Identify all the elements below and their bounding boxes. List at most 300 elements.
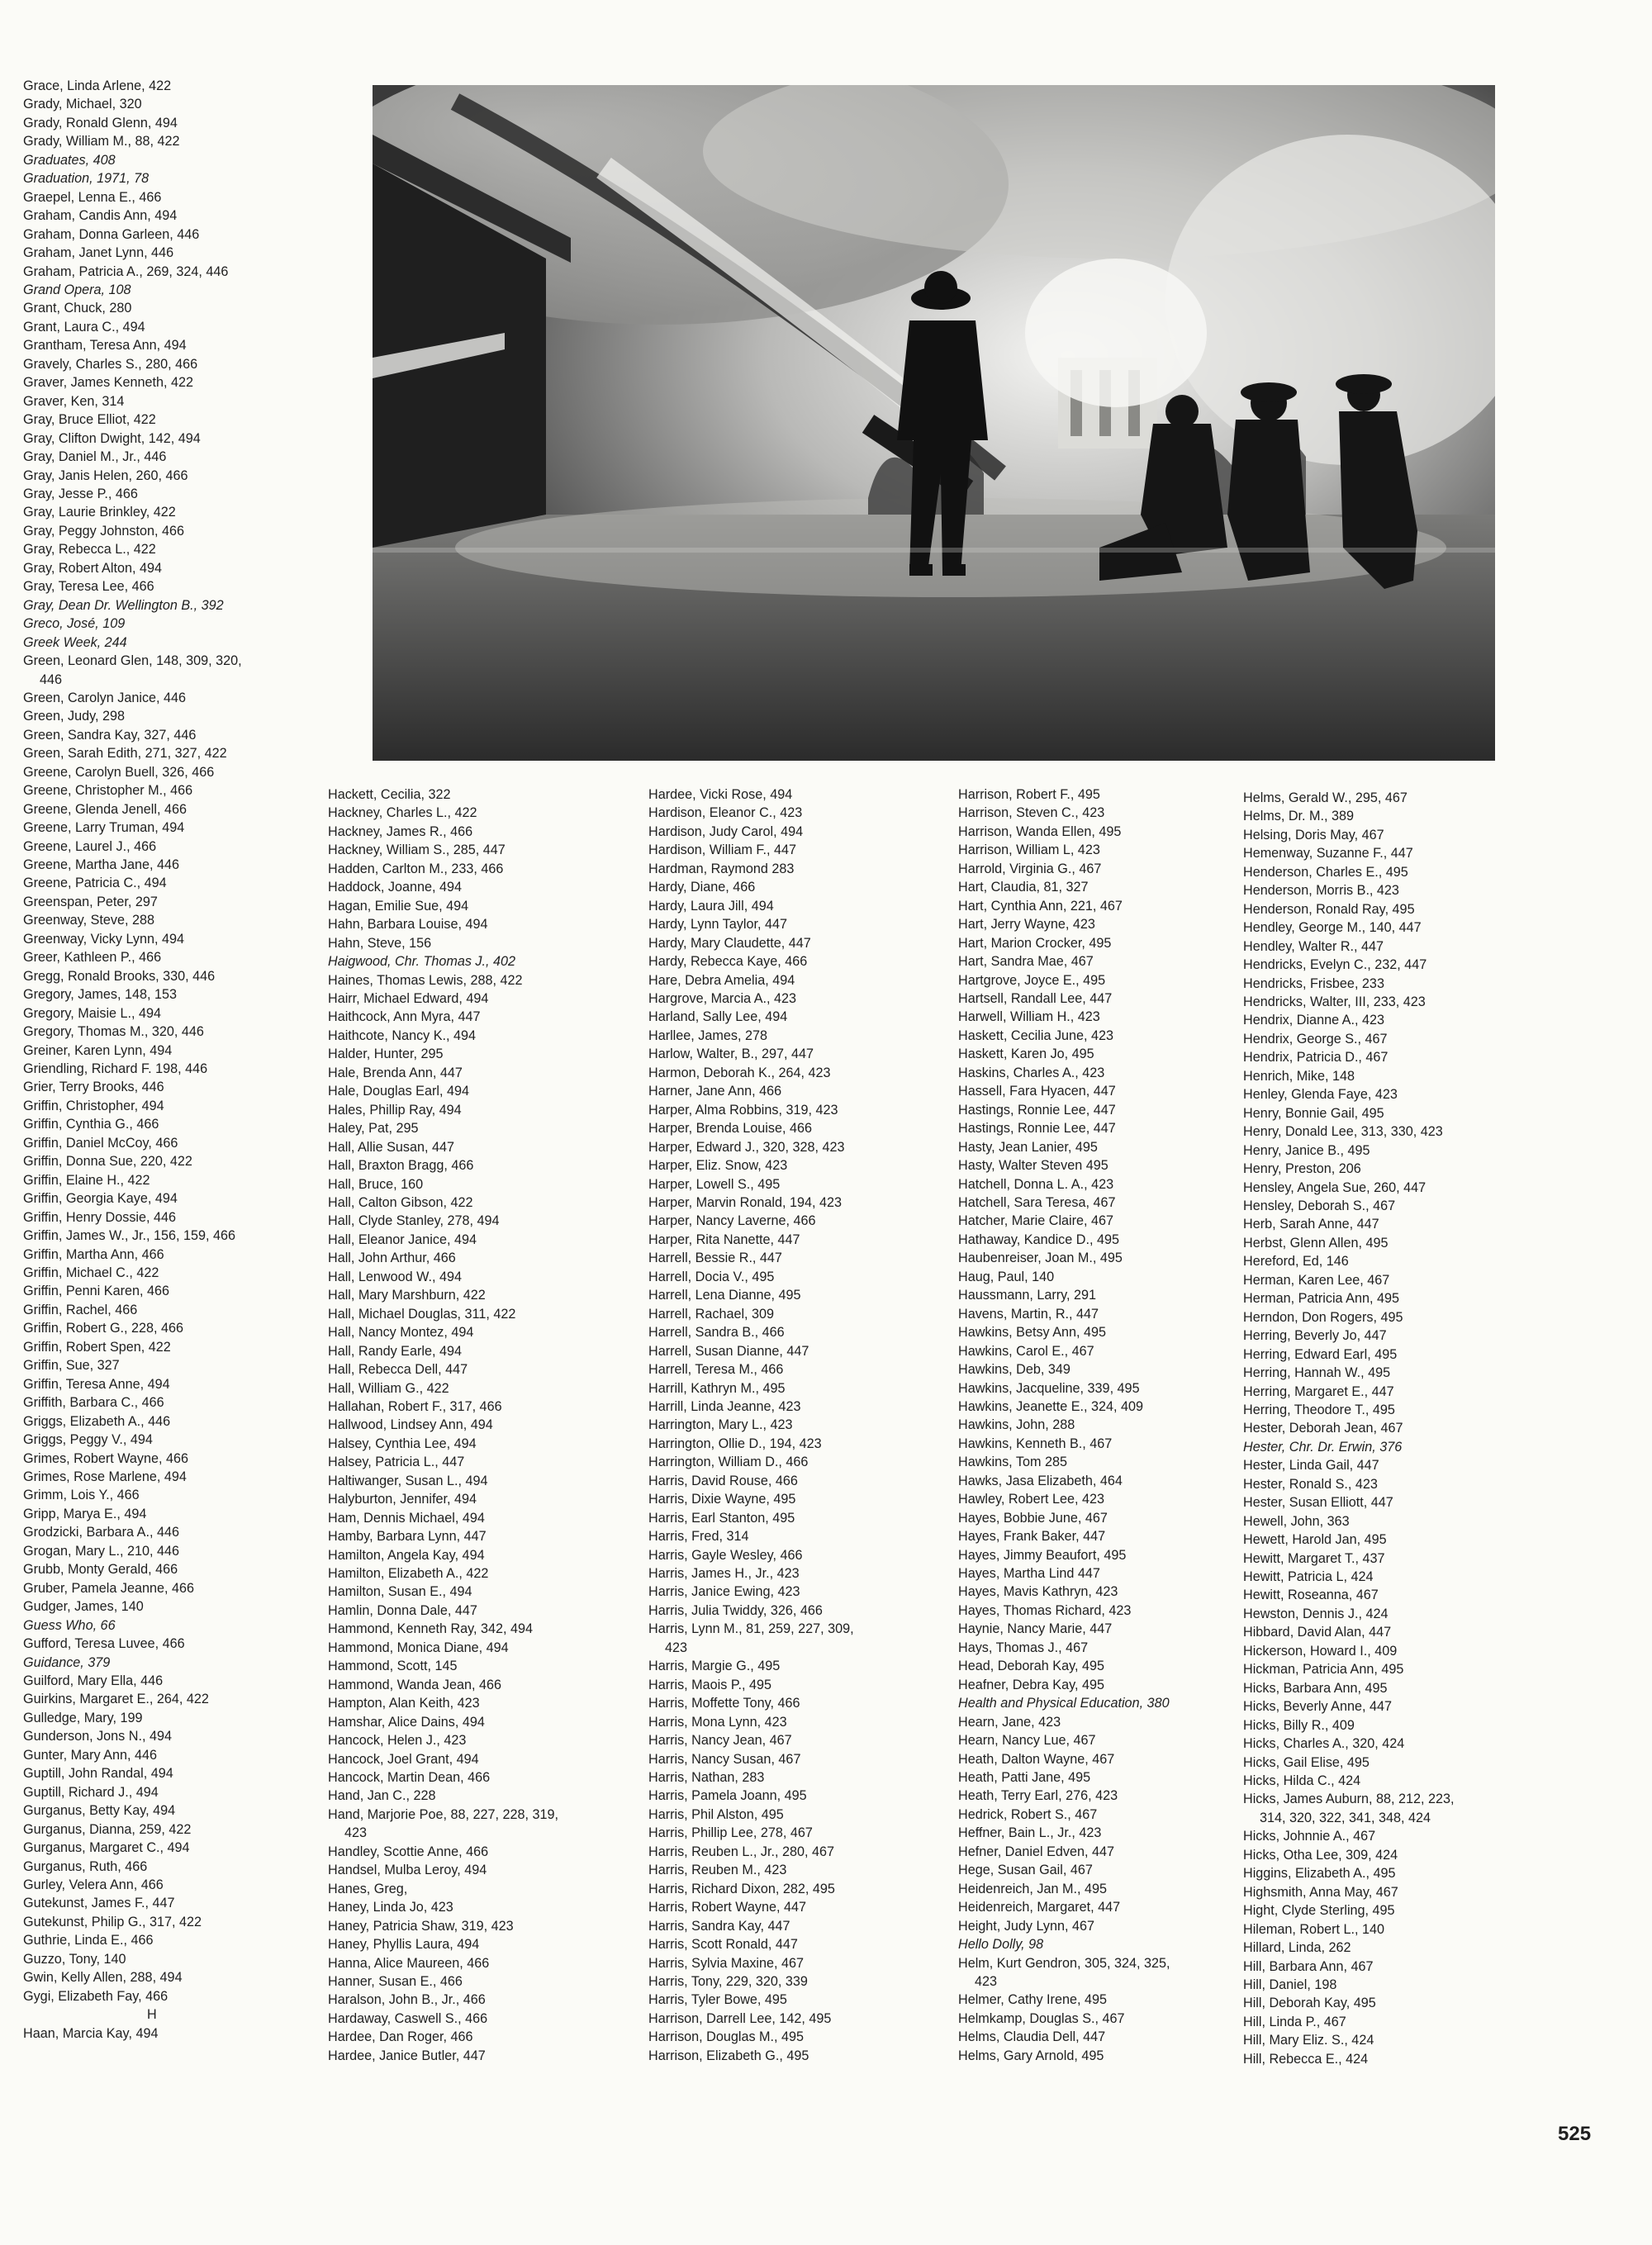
index-entry: Henry, Preston, 206 — [1243, 1161, 1361, 1177]
index-entry: Greek Week, 244 — [23, 634, 127, 650]
index-entry: Hawkins, Jeanette E., 324, 409 — [958, 1398, 1144, 1414]
index-entry: Hartsell, Randall Lee, 447 — [958, 990, 1113, 1006]
index-entry: Harrell, Docia V., 495 — [648, 1269, 775, 1284]
index-entry: Hewitt, Patricia L, 424 — [1243, 1569, 1374, 1585]
index-entry: Greene, Glenda Jenell, 466 — [23, 801, 187, 817]
index-entry: Haithcote, Nancy K., 494 — [328, 1028, 477, 1043]
index-entry: Harris, Phil Alston, 495 — [648, 1806, 784, 1822]
index-entry: Helmkamp, Douglas S., 467 — [958, 2010, 1125, 2026]
index-entry: Hardison, Judy Carol, 494 — [648, 823, 804, 839]
index-entry: Hicks, Johnnie A., 467 — [1243, 1829, 1376, 1844]
index-entry: Harrill, Linda Jeanne, 423 — [648, 1398, 801, 1414]
index-entry: Hart, Marion Crocker, 495 — [958, 935, 1112, 951]
index-entry: Graham, Janet Lynn, 446 — [23, 245, 174, 261]
index-entry: Hill, Daniel, 198 — [1243, 1977, 1337, 1992]
index-entry: Hand, Jan C., 228 — [328, 1788, 436, 1804]
index-entry: Hastings, Ronnie Lee, 447 — [958, 1102, 1116, 1118]
index-entry: Grimes, Rose Marlene, 494 — [23, 1469, 187, 1484]
index-entry: Griggs, Elizabeth A., 446 — [23, 1413, 171, 1429]
index-entry: Hedrick, Robert S., 467 — [958, 1806, 1098, 1822]
index-entry: Guess Who, 66 — [23, 1617, 116, 1633]
index-entry: Hayes, Bobbie June, 467 — [958, 1510, 1108, 1526]
index-entry: Gray, Robert Alton, 494 — [23, 560, 162, 576]
index-entry: Hasty, Jean Lanier, 495 — [958, 1139, 1098, 1155]
index-entry: Hardee, Dan Roger, 466 — [328, 2029, 473, 2045]
index-entry: Hendricks, Walter, III, 233, 423 — [1243, 994, 1426, 1009]
index-entry: Greenway, Vicky Lynn, 494 — [23, 931, 184, 947]
index-entry: Heath, Patti Jane, 495 — [958, 1770, 1091, 1786]
index-entry: Guthrie, Linda E., 466 — [23, 1933, 154, 1948]
index-entry: Harper, Rita Nanette, 447 — [648, 1232, 800, 1247]
index-entry: Hayes, Thomas Richard, 423 — [958, 1602, 1132, 1618]
index-entry: Harrison, Steven C., 423 — [958, 805, 1105, 821]
index-entry: Gutekunst, Philip G., 317, 422 — [23, 1914, 202, 1929]
index-entry: Heidenreich, Jan M., 495 — [958, 1881, 1107, 1896]
index-entry: Hello Dolly, 98 — [958, 1937, 1044, 1953]
index-entry: Haralson, John B., Jr., 466 — [328, 1992, 486, 2008]
index-entry: Gufford, Teresa Luvee, 466 — [23, 1636, 185, 1652]
index-entry: Hart, Claudia, 81, 327 — [958, 880, 1089, 895]
index-entry: Harris, Margie G., 495 — [648, 1659, 781, 1674]
index-entry: Harrill, Kathryn M., 495 — [648, 1380, 786, 1396]
index-entry: Greene, Larry Truman, 494 — [23, 820, 185, 836]
index-entry: Hammond, Kenneth Ray, 342, 494 — [328, 1621, 534, 1637]
index-entry: Hahn, Barbara Louise, 494 — [328, 917, 488, 933]
index-entry: Hefner, Daniel Edven, 447 — [958, 1844, 1114, 1859]
index-entry: Hester, Linda Gail, 447 — [1243, 1458, 1379, 1474]
index-entry: Handsel, Mulba Leroy, 494 — [328, 1863, 487, 1878]
index-entry: Hardy, Laura Jill, 494 — [648, 898, 774, 914]
index-entry: Gray, Rebecca L., 422 — [23, 542, 156, 558]
index-entry: Graver, Ken, 314 — [23, 393, 125, 409]
index-column-5 — [1243, 789, 1455, 2068]
index-entry: Greene, Carolyn Buell, 326, 466 — [23, 764, 215, 780]
index-entry: Graham, Candis Ann, 494 — [23, 208, 178, 224]
index-entry: Griffin, Cynthia G., 466 — [23, 1117, 159, 1132]
index-entry: Grodzicki, Barbara A., 446 — [23, 1525, 179, 1540]
index-entry: Grady, Ronald Glenn, 494 — [23, 115, 178, 131]
index-entry: Hastings, Ronnie Lee, 447 — [958, 1121, 1116, 1137]
index-entry: Hawkins, Deb, 349 — [958, 1362, 1070, 1378]
index-entry: Gwin, Kelly Allen, 288, 494 — [23, 1970, 183, 1986]
index-entry: Henderson, Charles E., 495 — [1243, 864, 1408, 880]
index-entry: Halsey, Cynthia Lee, 494 — [328, 1436, 477, 1451]
index-entry: Haltiwanger, Susan L., 494 — [328, 1473, 488, 1488]
index-entry: Hallahan, Robert F., 317, 466 — [328, 1398, 502, 1414]
index-entry: Higgins, Elizabeth A., 495 — [1243, 1866, 1396, 1882]
index-entry: Hale, Douglas Earl, 494 — [328, 1084, 469, 1099]
index-entry: Hays, Thomas J., 467 — [958, 1640, 1089, 1655]
index-entry: Hewitt, Roseanna, 467 — [1243, 1588, 1379, 1603]
index-entry: Hall, Rebecca Dell, 447 — [328, 1362, 468, 1378]
index-entry: Hawkins, John, 288 — [958, 1417, 1075, 1433]
index-entry: Hawkins, Kenneth B., 467 — [958, 1436, 1113, 1451]
index-entry: Hege, Susan Gail, 467 — [958, 1863, 1093, 1878]
index-entry: Helms, Gary Arnold, 495 — [958, 2048, 1104, 2063]
index-entry: Griffin, Georgia Kaye, 494 — [23, 1191, 178, 1207]
index-entry: Hendrix, Dianne A., 423 — [1243, 1013, 1384, 1028]
index-entry: Haubenreiser, Joan M., 495 — [958, 1251, 1123, 1266]
index-entry: Harrison, Wanda Ellen, 495 — [958, 823, 1122, 839]
index-entry: Hickman, Patricia Ann, 495 — [1243, 1662, 1404, 1678]
index-entry: Guzzo, Tony, 140 — [23, 1951, 126, 1967]
index-entry: Hardaway, Caswell S., 466 — [328, 2010, 488, 2026]
index-entry: Grand Opera, 108 — [23, 282, 131, 297]
index-entry: Hardy, Mary Claudette, 447 — [648, 935, 811, 951]
index-entry: Health and Physical Education, 380 — [958, 1696, 1170, 1711]
index-entry: Hicks, Otha Lee, 309, 424 — [1243, 1847, 1398, 1863]
index-entry: Griffin, Teresa Anne, 494 — [23, 1376, 170, 1392]
index-entry: Harris, Maois P., 495 — [648, 1677, 772, 1692]
index-entry: Hewitt, Margaret T., 437 — [1243, 1550, 1385, 1566]
index-entry: Hatchell, Sara Teresa, 467 — [958, 1194, 1116, 1210]
index-entry: Hatchell, Donna L. A., 423 — [958, 1176, 1114, 1192]
index-entry: Green, Sandra Kay, 327, 446 — [23, 727, 197, 743]
index-entry: Gravely, Charles S., 280, 466 — [23, 356, 198, 372]
index-entry: Grubb, Monty Gerald, 466 — [23, 1562, 178, 1578]
index-entry: Halsey, Patricia L., 447 — [328, 1455, 465, 1470]
index-entry: Grimes, Robert Wayne, 466 — [23, 1450, 189, 1466]
index-entry: Gray, Clifton Dwight, 142, 494 — [23, 430, 201, 446]
index-entry: Greenway, Steve, 288 — [23, 913, 154, 928]
index-entry: Hill, Linda P., 467 — [1243, 2014, 1346, 2029]
index-entry: Herring, Hannah W., 495 — [1243, 1365, 1391, 1381]
index-entry: Harris, Tyler Bowe, 495 — [648, 1992, 787, 2008]
index-entry: Hargrove, Marcia A., 423 — [648, 990, 797, 1006]
index-entry: Heath, Terry Earl, 276, 423 — [958, 1788, 1118, 1804]
index-entry: Hare, Debra Amelia, 494 — [648, 972, 795, 988]
index-entry: Hamilton, Susan E., 494 — [328, 1584, 472, 1600]
index-entry: Green, Leonard Glen, 148, 309, 320, — [23, 653, 242, 669]
index-entry: Helmer, Cathy Irene, 495 — [958, 1992, 1107, 2008]
index-entry: Hardman, Raymond 283 — [648, 861, 795, 876]
index-entry: Gregory, James, 148, 153 — [23, 987, 177, 1003]
index-entry: Hand, Marjorie Poe, 88, 227, 228, 319, — [328, 1806, 558, 1822]
index-entry: Hall, Bruce, 160 — [328, 1176, 424, 1192]
index-entry: Hart, Jerry Wayne, 423 — [958, 917, 1095, 933]
index-entry: Gurley, Velera Ann, 466 — [23, 1877, 164, 1892]
index-entry: Harris, David Rouse, 466 — [648, 1473, 798, 1488]
index-entry: Hardy, Lynn Taylor, 447 — [648, 917, 787, 933]
index-entry: Hall, Mary Marshburn, 422 — [328, 1288, 486, 1303]
index-entry: Harris, Gayle Wesley, 466 — [648, 1547, 803, 1563]
index-entry: Guptill, Richard J., 494 — [23, 1784, 159, 1800]
index-entry: Hibbard, David Alan, 447 — [1243, 1625, 1392, 1640]
index-entry: Harland, Sally Lee, 494 — [648, 1009, 788, 1025]
index-entry: Harris, Mona Lynn, 423 — [648, 1714, 787, 1730]
index-entry: Hart, Sandra Mae, 467 — [958, 954, 1094, 970]
index-entry: Hall, John Arthur, 466 — [328, 1251, 456, 1266]
index-entry: Hanner, Susan E., 466 — [328, 1974, 463, 1989]
index-entry: Hall, Michael Douglas, 311, 422 — [328, 1306, 516, 1322]
index-entry: Height, Judy Lynn, 467 — [958, 1918, 1094, 1934]
index-entry: Harrington, William D., 466 — [648, 1455, 809, 1470]
index-entry: Hasty, Walter Steven 495 — [958, 1158, 1108, 1174]
index-entry: Harlow, Walter, B., 297, 447 — [648, 1047, 814, 1062]
index-entry: Gray, Laurie Brinkley, 422 — [23, 505, 176, 520]
index-entry: Hamby, Barbara Lynn, 447 — [328, 1529, 487, 1545]
index-entry: Harrell, Lena Dianne, 495 — [648, 1288, 801, 1303]
index-entry: Griffin, Michael C., 422 — [23, 1265, 159, 1280]
index-entry: Hanes, Greg, — [328, 1881, 408, 1896]
index-entry: Haskett, Karen Jo, 495 — [958, 1047, 1094, 1062]
index-entry: Hester, Chr. Dr. Erwin, 376 — [1243, 1439, 1403, 1455]
index-entry: Gurganus, Margaret C., 494 — [23, 1840, 190, 1856]
index-entry: Harris, Reuben M., 423 — [648, 1863, 787, 1878]
index-entry: Greene, Laurel J., 466 — [23, 838, 157, 854]
index-entry: Halyburton, Jennifer, 494 — [328, 1492, 477, 1507]
index-entry: Hathaway, Kandice D., 495 — [958, 1232, 1119, 1247]
index-entry: Harris, Lynn M., 81, 259, 227, 309, — [648, 1621, 854, 1637]
index-entry: Henry, Bonnie Gail, 495 — [1243, 1105, 1384, 1121]
index-entry: Harris, Nancy Jean, 467 — [648, 1733, 792, 1749]
index-entry: Hicks, James Auburn, 88, 212, 223, — [1243, 1792, 1455, 1807]
index-entry: Herndon, Don Rogers, 495 — [1243, 1309, 1403, 1325]
index-entry: Hackett, Cecilia, 322 — [328, 787, 451, 802]
index-entry: Head, Deborah Kay, 495 — [958, 1659, 1104, 1674]
index-entry: Herring, Beverly Jo, 447 — [1243, 1328, 1387, 1344]
index-entry: Helsing, Doris May, 467 — [1243, 827, 1384, 842]
index-entry: Hardison, Eleanor C., 423 — [648, 805, 803, 821]
index-entry: Grantham, Teresa Ann, 494 — [23, 338, 187, 354]
index-entry: Hensley, Deborah S., 467 — [1243, 1198, 1396, 1213]
index-entry: Griggs, Peggy V., 494 — [23, 1432, 153, 1448]
index-entry: Herb, Sarah Anne, 447 — [1243, 1217, 1379, 1232]
index-entry: Hensley, Angela Sue, 260, 447 — [1243, 1179, 1427, 1195]
index-entry: Hagan, Emilie Sue, 494 — [328, 898, 469, 914]
index-entry: Grier, Terry Brooks, 446 — [23, 1080, 164, 1095]
index-entry: Hartgrove, Joyce E., 495 — [958, 972, 1106, 988]
index-entry: Griffin, Martha Ann, 466 — [23, 1246, 164, 1262]
index-entry: Gray, Peggy Johnston, 466 — [23, 523, 184, 539]
index-entry: Henrich, Mike, 148 — [1243, 1068, 1355, 1084]
index-entry: Harrell, Rachael, 309 — [648, 1306, 775, 1322]
index-entry: Gregory, Maisie L., 494 — [23, 1005, 162, 1021]
index-entry: Griffin, Henry Dossie, 446 — [23, 1209, 177, 1225]
index-entry: Guilford, Mary Ella, 446 — [23, 1673, 164, 1688]
index-entry: Green, Sarah Edith, 271, 327, 422 — [23, 746, 227, 762]
index-entry: Harris, Sandra Kay, 447 — [648, 1918, 790, 1934]
index-entry: Hillard, Linda, 262 — [1243, 1940, 1351, 1956]
index-column-3 — [648, 786, 854, 2065]
index-entry: Grace, Linda Arlene, 422 — [23, 78, 172, 93]
index-entry: Griffin, Elaine H., 422 — [23, 1172, 150, 1188]
index-entry: Hayes, Martha Lind 447 — [958, 1566, 1100, 1582]
index-entry: Hill, Barbara Ann, 467 — [1243, 1958, 1374, 1974]
index-entry: Hereford, Ed, 146 — [1243, 1254, 1349, 1270]
index-entry: Gulledge, Mary, 199 — [23, 1710, 143, 1725]
section-letter: H — [147, 2007, 157, 2023]
index-entry: Gray, Dean Dr. Wellington B., 392 — [23, 597, 224, 613]
index-entry: Hart, Cynthia Ann, 221, 467 — [958, 898, 1123, 914]
index-entry: Griffin, James W., Jr., 156, 159, 466 — [23, 1228, 236, 1244]
index-entry: Hancock, Joel Grant, 494 — [328, 1751, 479, 1767]
index-entry: Havens, Martin, R., 447 — [958, 1306, 1099, 1322]
index-entry: Helms, Claudia Dell, 447 — [958, 2029, 1106, 2045]
index-entry: Grady, Michael, 320 — [23, 97, 142, 112]
index-entry: Highsmith, Anna May, 467 — [1243, 1884, 1398, 1900]
index-entry: Gray, Bruce Elliot, 422 — [23, 412, 156, 428]
index-entry: Haan, Marcia Kay, 494 — [23, 2025, 159, 2041]
index-entry: Helms, Gerald W., 295, 467 — [1243, 790, 1408, 805]
index-entry: Haigwood, Chr. Thomas J., 402 — [328, 954, 516, 970]
index-entry: Hewell, John, 363 — [1243, 1513, 1350, 1529]
index-entry: Henley, Glenda Faye, 423 — [1243, 1087, 1398, 1103]
index-entry: Harrison, Douglas M., 495 — [648, 2029, 805, 2045]
index-entry: Gregory, Thomas M., 320, 446 — [23, 1024, 204, 1040]
index-entry: Hall, Allie Susan, 447 — [328, 1139, 454, 1155]
index-entry: Hawkins, Tom 285 — [958, 1455, 1067, 1470]
index-entry: Harllee, James, 278 — [648, 1028, 767, 1043]
index-entry: Hackney, James R., 466 — [328, 823, 473, 839]
index-entry: Gray, Teresa Lee, 466 — [23, 579, 154, 595]
index-entry: Henry, Donald Lee, 313, 330, 423 — [1243, 1124, 1443, 1140]
index-entry: Hicks, Beverly Anne, 447 — [1243, 1699, 1392, 1715]
index-column-2 — [328, 786, 558, 2065]
index-entry: Griffin, Rachel, 466 — [23, 1302, 138, 1317]
index-entry: Gutekunst, James F., 447 — [23, 1896, 175, 1911]
index-entry: Hawkins, Carol E., 467 — [958, 1343, 1094, 1359]
index-entry: Hendricks, Frisbee, 233 — [1243, 975, 1384, 991]
index-entry-continuation: 446 — [40, 672, 63, 687]
index-entry: Gurganus, Betty Kay, 494 — [23, 1803, 176, 1819]
index-entry: Greene, Patricia C., 494 — [23, 876, 167, 891]
index-entry: Graham, Patricia A., 269, 324, 446 — [23, 263, 229, 279]
index-column-4 — [958, 786, 1170, 2065]
index-entry: Harris, Earl Stanton, 495 — [648, 1510, 795, 1526]
index-entry: Hendricks, Evelyn C., 232, 447 — [1243, 957, 1427, 973]
index-entry: Heidenreich, Margaret, 447 — [958, 1900, 1121, 1915]
index-entry: Harris, Dixie Wayne, 495 — [648, 1492, 796, 1507]
index-entry: Harper, Brenda Louise, 466 — [648, 1121, 812, 1137]
index-entry: Graver, James Kenneth, 422 — [23, 375, 194, 391]
index-entry: Hayes, Jimmy Beaufort, 495 — [958, 1547, 1127, 1563]
index-entry: Hamilton, Elizabeth A., 422 — [328, 1566, 489, 1582]
index-entry: Graham, Donna Garleen, 446 — [23, 226, 200, 242]
index-entry: Hall, Nancy Montez, 494 — [328, 1325, 474, 1341]
index-entry: Graepel, Lenna E., 466 — [23, 189, 162, 205]
index-entry: Hill, Rebecca E., 424 — [1243, 2051, 1369, 2067]
index-entry: Hawley, Robert Lee, 423 — [958, 1492, 1104, 1507]
index-entry: Harris, Julia Twiddy, 326, 466 — [648, 1602, 823, 1618]
index-entry: Gurganus, Ruth, 466 — [23, 1858, 148, 1874]
index-entry: Haynie, Nancy Marie, 447 — [958, 1621, 1113, 1637]
index-entry: Haddock, Joanne, 494 — [328, 880, 462, 895]
index-entry: Greene, Martha Jane, 446 — [23, 857, 179, 873]
index-entry: Harwell, William H., 423 — [958, 1009, 1100, 1025]
index-entry: Hatcher, Marie Claire, 467 — [958, 1213, 1114, 1229]
index-entry: Hall, William G., 422 — [328, 1380, 449, 1396]
index-entry: Griffin, Christopher, 494 — [23, 1098, 164, 1113]
index-entry: Harper, Eliz. Snow, 423 — [648, 1158, 788, 1174]
index-entry-continuation: 423 — [344, 1825, 368, 1841]
index-entry: Grimm, Lois Y., 466 — [23, 1488, 140, 1503]
index-entry: Hairr, Michael Edward, 494 — [328, 990, 489, 1006]
index-entry-continuation: 423 — [665, 1640, 688, 1655]
index-entry: Harper, Marvin Ronald, 194, 423 — [648, 1194, 842, 1210]
index-entry: Hicks, Barbara Ann, 495 — [1243, 1680, 1388, 1696]
index-entry: Gray, Janis Helen, 260, 466 — [23, 468, 188, 483]
index-entry: Harris, Richard Dixon, 282, 495 — [648, 1881, 835, 1896]
index-entry: Gygi, Elizabeth Fay, 466 — [23, 1988, 169, 2004]
index-entry: Harper, Edward J., 320, 328, 423 — [648, 1139, 845, 1155]
index-entry: Harrison, Elizabeth G., 495 — [648, 2048, 809, 2063]
index-entry: Harrell, Teresa M., 466 — [648, 1362, 784, 1378]
index-entry: Gurganus, Dianna, 259, 422 — [23, 1821, 192, 1837]
index-entry: Harper, Nancy Laverne, 466 — [648, 1213, 816, 1229]
index-entry: Griffin, Daniel McCoy, 466 — [23, 1135, 178, 1151]
index-entry: Harmon, Deborah K., 264, 423 — [648, 1065, 831, 1080]
index-entry: Haug, Paul, 140 — [958, 1269, 1055, 1284]
index-entry: Graduation, 1971, 78 — [23, 171, 150, 187]
index-entry: Harrell, Susan Dianne, 447 — [648, 1343, 809, 1359]
index-entry: Gruber, Pamela Jeanne, 466 — [23, 1580, 194, 1596]
index-entry: Greenspan, Peter, 297 — [23, 894, 158, 909]
index-entry: Helm, Kurt Gendron, 305, 324, 325, — [958, 1955, 1170, 1971]
index-entry: Herring, Edward Earl, 495 — [1243, 1346, 1398, 1362]
index-entry: Harris, Tony, 229, 320, 339 — [648, 1974, 808, 1989]
index-entry: Griffin, Sue, 327 — [23, 1358, 120, 1374]
index-entry: Griffin, Donna Sue, 220, 422 — [23, 1154, 192, 1170]
index-entry: Hampton, Alan Keith, 423 — [328, 1696, 480, 1711]
index-entry: Hales, Phillip Ray, 494 — [328, 1102, 462, 1118]
index-entry: Hall, Randy Earle, 494 — [328, 1343, 462, 1359]
index-entry: Hanna, Alice Maureen, 466 — [328, 1955, 490, 1971]
index-entry: Hewett, Harold Jan, 495 — [1243, 1532, 1387, 1548]
index-entry: Gripp, Marya E., 494 — [23, 1506, 147, 1521]
index-entry: Harris, Phillip Lee, 278, 467 — [648, 1825, 813, 1841]
index-entry: Hammond, Wanda Jean, 466 — [328, 1677, 501, 1692]
index-entry: Harrell, Bessie R., 447 — [648, 1251, 782, 1266]
index-entry: Hardy, Rebecca Kaye, 466 — [648, 954, 808, 970]
index-entry: Gray, Jesse P., 466 — [23, 486, 138, 501]
index-entry: Hendrix, George S., 467 — [1243, 1031, 1388, 1047]
index-entry: Hammond, Monica Diane, 494 — [328, 1640, 509, 1655]
index-entry: Harner, Jane Ann, 466 — [648, 1084, 782, 1099]
index-entry: Harris, Nathan, 283 — [648, 1770, 765, 1786]
index-entry: Gudger, James, 140 — [23, 1599, 144, 1615]
index-entry: Hawks, Jasa Elizabeth, 464 — [958, 1473, 1123, 1488]
index-entry: Haney, Linda Jo, 423 — [328, 1900, 453, 1915]
index-entry: Harris, James H., Jr., 423 — [648, 1566, 800, 1582]
index-entry: Harris, Scott Ronald, 447 — [648, 1937, 798, 1953]
index-entry: Harris, Reuben L., Jr., 280, 467 — [648, 1844, 834, 1859]
index-entry: Harrison, William L, 423 — [958, 842, 1100, 858]
index-entry: Hester, Susan Elliott, 447 — [1243, 1495, 1393, 1511]
index-entry: Hardee, Janice Butler, 447 — [328, 2048, 486, 2063]
index-entry: Hall, Lenwood W., 494 — [328, 1269, 462, 1284]
page-number: 525 — [1558, 2123, 1592, 2145]
index-entry: Haussmann, Larry, 291 — [958, 1288, 1097, 1303]
index-entry: Herman, Patricia Ann, 495 — [1243, 1291, 1399, 1307]
index-entry: Hewston, Dennis J., 424 — [1243, 1606, 1389, 1621]
index-column-1 — [23, 77, 242, 2043]
index-entry: Hight, Clyde Sterling, 495 — [1243, 1903, 1395, 1919]
index-entry: Hicks, Hilda C., 424 — [1243, 1773, 1361, 1789]
index-entry: Hicks, Charles A., 320, 424 — [1243, 1736, 1405, 1752]
index-entry: Haskett, Cecilia June, 423 — [958, 1028, 1114, 1043]
index-entry: Gunderson, Jons N., 494 — [23, 1729, 172, 1744]
index-entry: Harris, Robert Wayne, 447 — [648, 1900, 807, 1915]
index-entry: Hendley, Walter R., 447 — [1243, 938, 1384, 954]
index-entry: Harris, Fred, 314 — [648, 1529, 749, 1545]
index-entry: Halder, Hunter, 295 — [328, 1047, 444, 1062]
index-entry: Haney, Phyllis Laura, 494 — [328, 1937, 480, 1953]
index-entry: Hamilton, Angela Kay, 494 — [328, 1547, 485, 1563]
index-entry: Hayes, Mavis Kathryn, 423 — [958, 1584, 1118, 1600]
index-entry: Hawkins, Betsy Ann, 495 — [958, 1325, 1107, 1341]
index-entry: Herring, Theodore T., 495 — [1243, 1402, 1395, 1417]
